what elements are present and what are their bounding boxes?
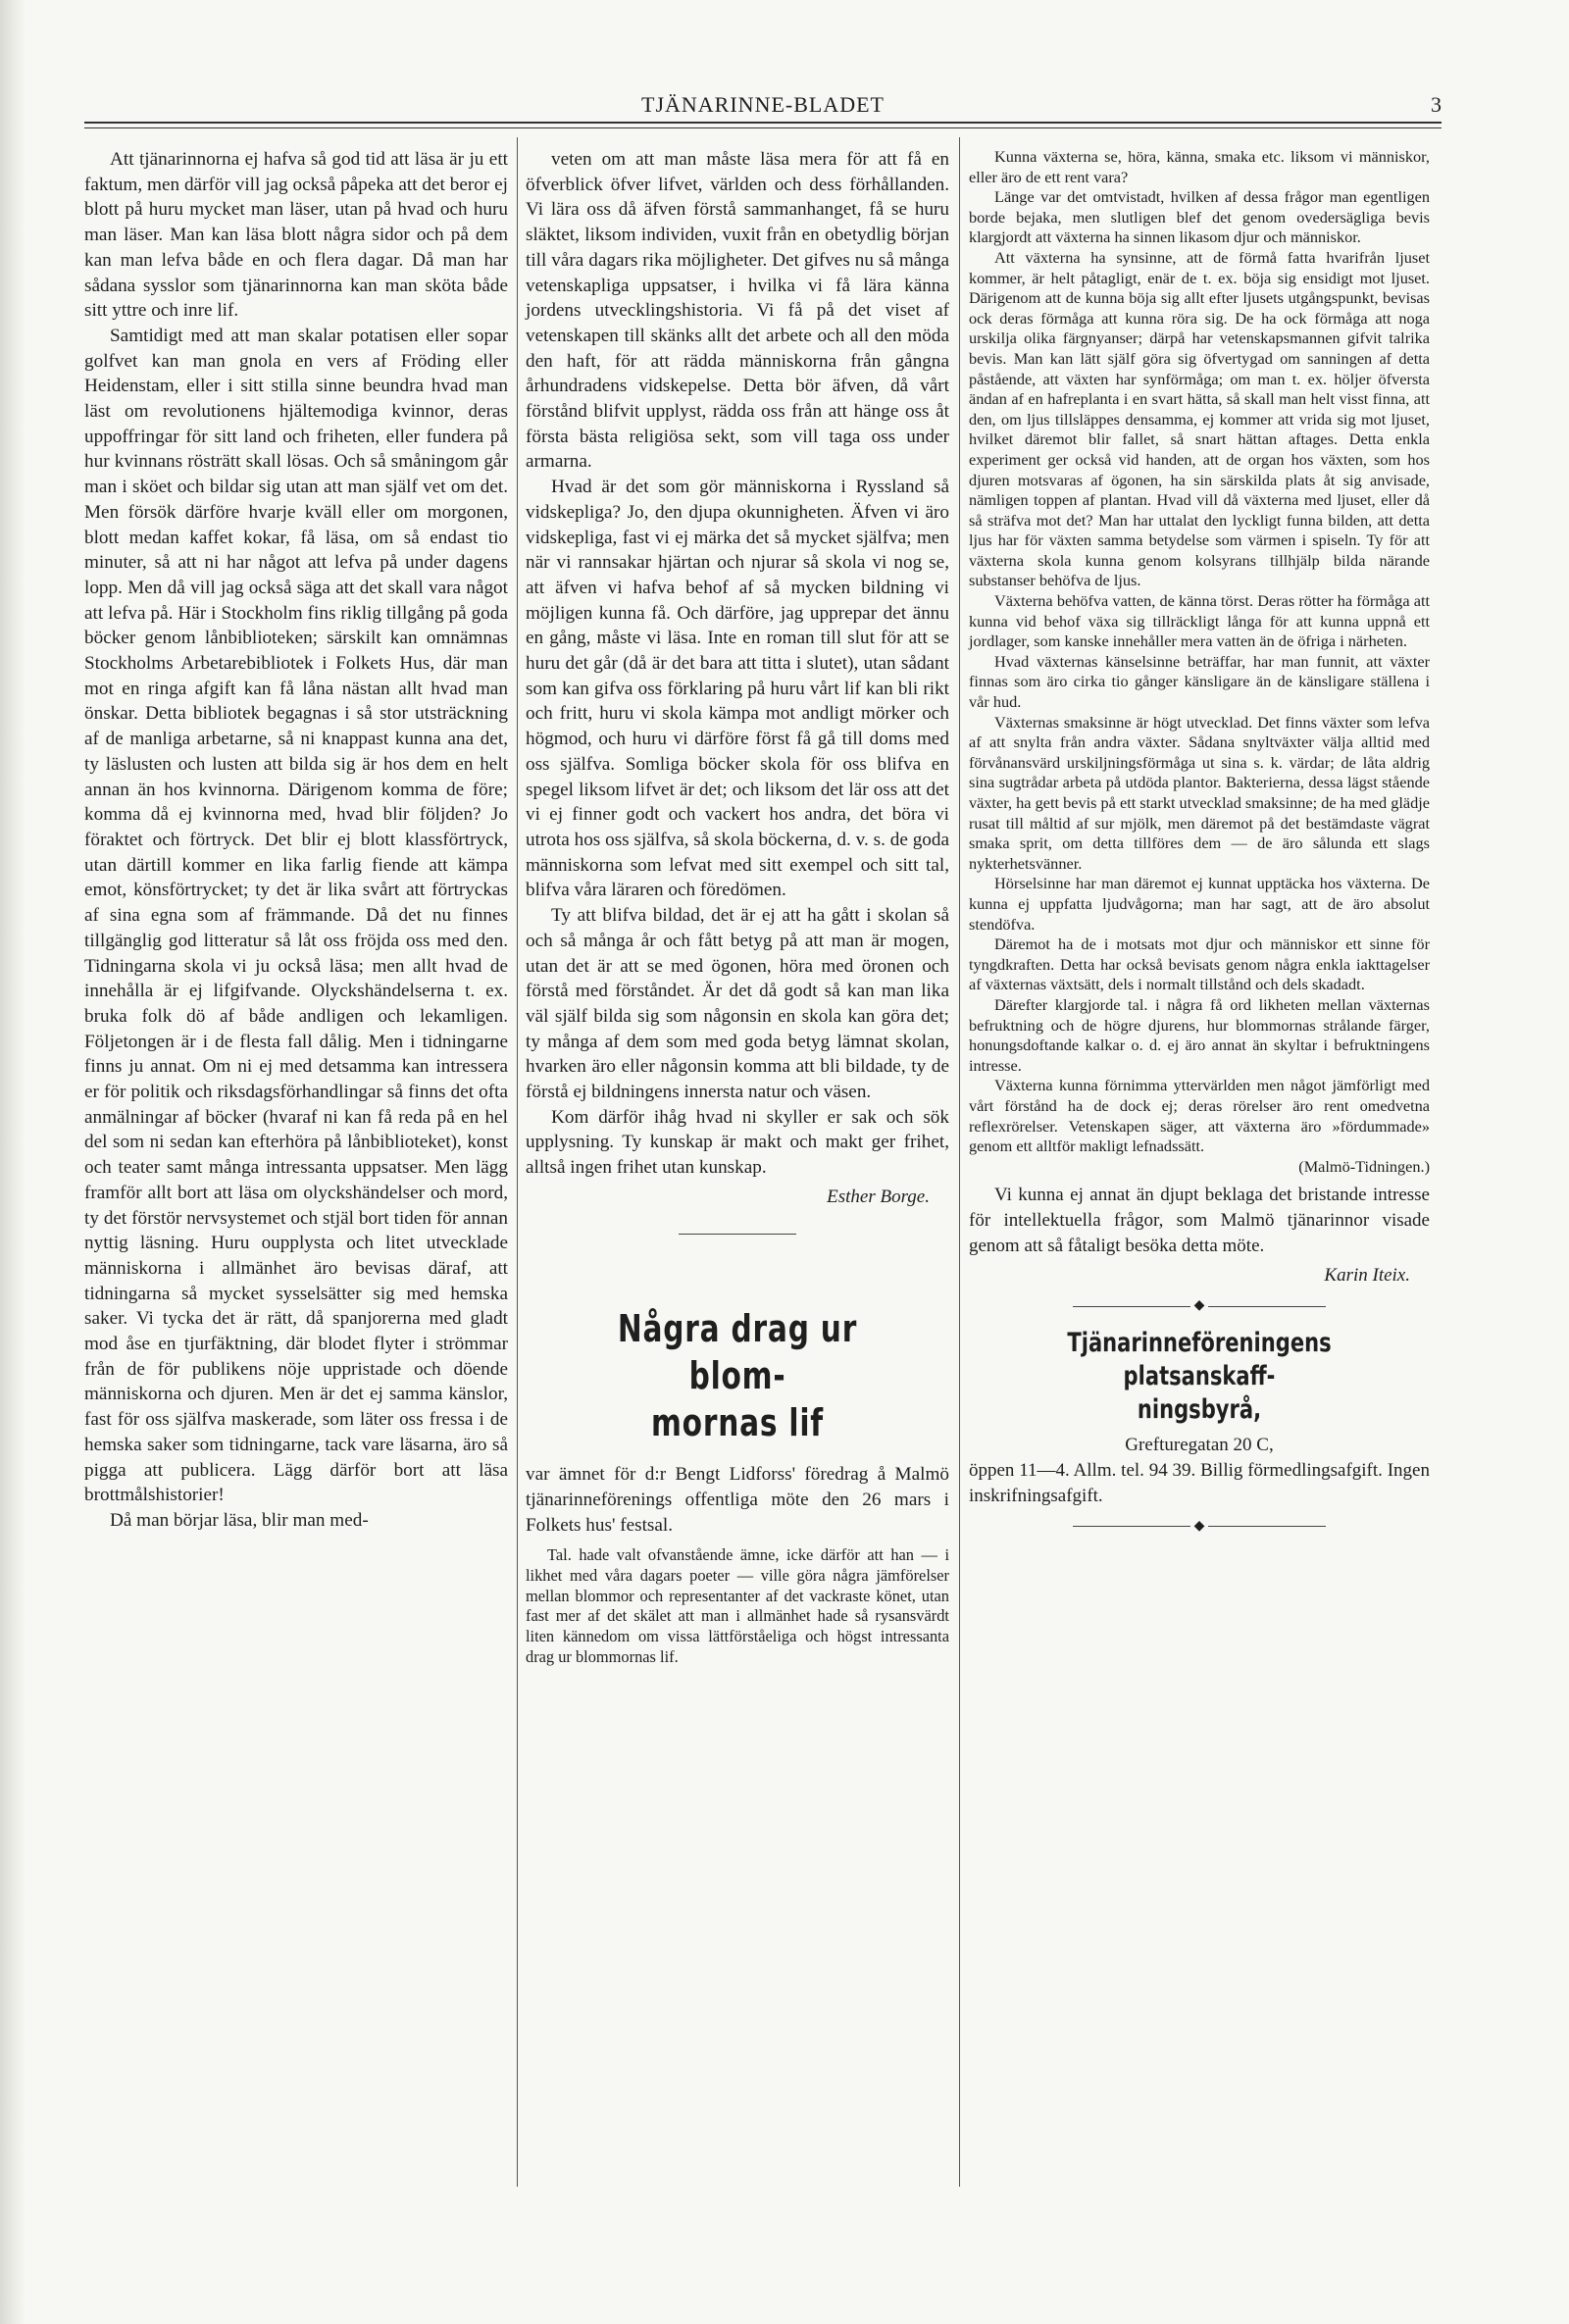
paragraph: Hörselsinne har man däremot ej kunnat upptäcka hos växterna. De kunna ej uppfatta ljudvågorna; man har sagt, att de äro absolut stendöfva. (969, 874, 1430, 934)
paragraph: Kom därför ihåg hvad ni skyller er sak och sök upplysning. Ty kunskap är makt och makt ger frihet, alltså ingen frihet utan kunskap. (526, 1106, 949, 1179)
article-headline (526, 1305, 949, 1446)
header-rule-thin (84, 127, 1442, 128)
page-binding-shadow (0, 0, 25, 2324)
paragraph: Kunna växterna se, höra, känna, smaka etc. liksom vi människor, eller äro de ett rent vara? (969, 147, 1430, 186)
paragraph: Växterna behöfva vatten, de känna törst. Deras rötter ha förmåga att kunna vid behof växa sig tillräckligt långa för att kunna uppnå ett jordlager, som kanske innehåller mera vatten än de öfriga i närheten. (969, 591, 1430, 651)
closing-note (969, 1183, 1430, 1288)
headline-line-2: mornas lif (651, 1401, 824, 1445)
running-header (84, 90, 1442, 120)
ad-address: Grefturegatan 20 C, (1125, 1434, 1274, 1455)
paragraph: Då man börjar läsa, blir man med- (110, 1509, 369, 1531)
paragraph: Därefter klargjorde tal. i några få ord likheten mellan växternas befruktning och de högre djurens, hur blommornas strålande färger, honungsdoftande kalkar o. d. ej äro annat än skyltar i befruktningens intresse. (969, 994, 1430, 1075)
article-lead: var ämnet för d:r Bengt Lidforss' föredrag å Malmö tjänarinneförenings offentliga möte den 26 mars i Folkets hus' festsal. (526, 1464, 949, 1536)
article-column-3 (969, 147, 1430, 1546)
paragraph: Samtidigt med att man skalar potatisen eller sopar golfvet kan man gnola en vers af Fröding eller Heidenstam, eller i sitt stilla sinne beundra hvad man läst om revolutionens hjältemodiga kvinnor, deras uppoffringar för sitt land och friheten, eller fundera på hur kvinnans rösträtt skall lösas. Och så småningom går man i sköet och bildar sig utan att man själf vet om det. Men försök därföre hvarje kväll eller om morgonen, blott medan kaffet kokar, få läsa, om så endast tio minuter, så att ni har något att lefva på under dagens lopp. Men då vill jag också säga att det skall vara något att lefva på. Här i Stockholm fins riklig tillgång på goda böcker genom lånbiblioteken; särskilt kan omnämnas Stockholms Arbetarebibliotek i Folkets Hus, där man mot en ringa afgift kan få låna nästan allt hvad man önskar. Detta bibliotek begagnas i så stor utsträckning af de manliga arbetarne, så ni knappast kunna ana det, ty läslusten och lusten att bilda sig är hos dem en helt annan än hos kvinnorna. Därigenom komma de före; komma då ej kvinnorna med, hvad blir följden? Jo föraktet och förtryck. Det blir ej blott klassförtryck, utan därtill kommer en lika farlig fiende att kämpa emot, könsförtrycket; ty det är lika svårt att förtryckas af sina egna som af främmande. Då det nu finnes tillgänglig god litteratur så låt oss fröjda oss med den. Tidningarna skola vi ju också läsa; men allt hvad de innehålla är ej lifgifvande. Olyckshändelserna t. ex. bruka folk dö af både andligen och lekamligen. Följetongen är i de flesta fall dålig. Men i tidningarne finns ju annat. Om ni ej med detsamma kan intressera er för politik och riksdagsförhandlingar så finns det ofta anmälningar af böcker (hvaraf ni kan få reda på en hel del som ni sedan kan efterhöra på lånbiblioteket), konst och teater samt många intressanta uppsatser. Men lägg framför allt bort att läsa om olyckshändelser och mord, ty det förstör nervsystemet och stjäl bort tiden för annan nyttig läsning. Huru oupplysta och litet utvecklade människorna i allmänhet äro bevisas däraf, att tidningarna så mycket sysselsätter sig med hemska saker. Vi tycka det är rätt, då spanjorerna med gladt mod åse en tjurfäktning, där blodet flyter i strömmar från de för publikens nöje uppristade och döende människorna och djuren. Men är det ej samma känslor, fast för oss själfva maskerade, som läter oss fressa i de hemska saker som tidningarne, tack vare läsarna, äro så pigga att publicera. Lägg därför bort att läsa brottmålshistorier! (84, 325, 508, 1506)
advertisement (969, 1327, 1430, 1509)
page-number: 3 (1431, 92, 1442, 117)
article-intro (526, 1545, 949, 1667)
ad-text: öppen 11—4. Allm. tel. 94 39. Billig förmedlingsafgift. Ingen inskrifningsafgift. (969, 1459, 1430, 1506)
newspaper-title: TJÄNARINNE-BLADET (641, 92, 885, 117)
column-divider-2 (959, 137, 960, 2187)
section-divider: ◆ (969, 1296, 1430, 1317)
section-divider (526, 1222, 949, 1247)
paragraph: Att växterna ha synsinne, att de förmå fatta hvarifrån ljuset kommer, är helt påtagligt, enär de t. ex. böja sig ensidigt mot ljuset. Därigenom att de kunna böja sig allt efter ljusets utgångspunkt, bevisas ock deras förmåga att kunna röra sig. De ha ock förmåga att noga urskilja olika färgnyanser; därpå har vetenskapsmannen gifvit talrika bevis. Man kan lätt själf göra sig öfvertygad om sanningen af detta påstående, att växten har synförmåga; om man t. ex. höljer öfversta ändan af en hafreplanta i en svart hätta, så skall man helt visst finna, att den, om ljus tillsläppes densamma, ej kommer att vrida sig mot ljuset, hvilket däremot blir fallet, så snart hättan aftages. Detta enkla experiment ger också vid handen, att de organ hos växten, som hos djuren motsvaras af ögonen, ha sin särskilda plats åt sig anvisade, nämligen toppen af plantan. Hvad vill då växterna med ljuset, eller då så sträfva mot det? Man har uttalat den lyckligt funna bilden, att detta ljus har för växten samma betydelse som värmen i spiseln. Ty för att växterna skola kunna genom kolsyrans tillhjälp bilda närande substanser behöfva de ljus. (969, 247, 1430, 590)
paragraph: veten om att man måste läsa mera för att få en öfverblick öfver lifvet, världen och dess förhållanden. Vi lära oss då äfven förstå sammanhanget, få se huru släktet, liksom individen, vuxit från en obetydlig början till våra dagars rika möjligheter. Det gifves nu så många vetenskapliga uppsatser, i hvilka vi få lära känna jordens utvecklingshistoria. Vi få på det viset af vetenskapen till skänks allt det arbete och all den möda den haft, för att rädda människorna från gångna århundradens vidskepelse. Detta bör äfven, då vårt förstånd blifvit upplyst, rädda oss från att hänge oss åt första bästa religiösa sekt, som vill taga oss under armarna. (526, 149, 949, 473)
author-signature: Esther Borge. (827, 1186, 930, 1207)
article-column-1 (84, 147, 508, 1534)
paragraph: Däremot ha de i motsats mot djur och människor ett sinne för tyngdkraften. Detta har också bevisats genom några enkla iakttagelser af växternas växtsätt, dels i normalt tillstånd och dels skadadt. (969, 935, 1430, 994)
paragraph: Länge var det omtvistadt, hvilken af dessa frågor man egentligen borde bejaka, men slutligen blef det genom ovedersägliga bevis klargjordt att växterna ha sinnen likasom djur och människor. (969, 187, 1430, 247)
paragraph: Tal. hade valt ofvanstående ämne, icke därför att han — i likhet med våra dagars poeter — ville göra några jämförelser mellan blommor och representanter af det vackraste könet, utan fast mer af det skälet att man i allmänhet hade så rysansvärdt liten kännedom om vissa lättförståeliga och högst intressanta drag ur blommornas lif. (526, 1545, 949, 1666)
ad-title-line-1: Tjänarinneföreningens platsanskaff- (1067, 1327, 1332, 1391)
author-signature: Karin Iteix. (1324, 1265, 1410, 1287)
paragraph: Hvad växternas känselsinne beträffar, har man funnit, att växter finnas som äro cirka tio gånger känsligare än de känsligare ställena i vår hud. (969, 651, 1430, 712)
paragraph: Hvad är det som gör människorna i Ryssland så vidskepliga? Jo, den djupa okunnigheten. Äfven vi äro vidskepliga, fast vi ej märka det så mycket själfva; men när vi rannsakar hjärtan och njurar så skola vi nog se, att äfven vi hafva behof af så mycken bildning vi möjligen kunna få. Och därföre, jag upprepar det ännu en gång, måste vi läsa. Inte en roman till slut för att se huru det går (då är det bara att titta i slutet), utan sådant som kan gifva oss förklaring på huru vårt lif kan bli rikt och fritt, huru vi skola kämpa mot andligt mörker och högmod, och huru vi därföre först få gå till doms med oss själfva. Somliga böcker skola för oss blifva en spegel liksom lifvet är det; och liksom det lär oss att det vi ej finner godt och vackert hos andra, det böra vi utrota hos oss själfva, så skola böckerna, d. v. s. de goda människorna som lefvat med sitt exempel och sitt tal, blifva våra läraren och föredömen. (526, 477, 949, 901)
paragraph: Att tjänarinnorna ej hafva så god tid att läsa är ju ett faktum, men därför vill jag också påpeka att det beror ej blott på huru mycket man läser, utan på hvad och huru man läser. Man kan läsa blott några sidor och på dem kan man lefva både en och flera dagar. Då man har sådana sysslor som tjänarinnorna kan man sköta både sitt yttre och inre lif. (84, 149, 508, 322)
headline-line-1: Några drag ur blom- (617, 1307, 858, 1398)
article-column-2 (526, 147, 949, 1668)
column-divider-1 (517, 137, 518, 2187)
source-credit: (Malmö-Tidningen.) (1298, 1156, 1430, 1176)
ad-title-line-2: ningsbyrå, (1137, 1393, 1262, 1425)
paragraph: Växternas smaksinne är högt utvecklad. Det finns växter som lefva af att snylta från andra växter. Sådana snyltväxter välja alltid med förvånansvärd urskiljningsförmåga ut sina s. k. värdar; de låta aldrig sina sugtrådar arbeta på utdöda plantor. Bakterierna, dessa lägst stående växter, ha gett bevis på ett starkt utvecklad smaksinne; de ha med glädje rusat till måltid af sur mjölk, men däremot på det bestämdaste vägrat smaka sprit, om detta tillföres dem — de äro sålunda ett slags nykterhetsvänner. (969, 712, 1430, 873)
paragraph: Ty att blifva bildad, det är ej att ha gått i skolan så och så många år och fått betyg på att man är mogen, utan det är att se med ögonen, höra med öronen och förstå med förståndet. Är det då godt så kan man lika väl själf bilda sig som någonsin en skola kan göra det; ty många af dem som med goda betyg lämnat skolan, hvarken äro eller någonsin komma att bli bildade, ty de förstå ej bildningens innersta natur och väsen. (526, 905, 949, 1103)
paragraph: Växterna kunna förnimma yttervärlden men något jämförligt med vårt förstånd ha de dock ej; deras rörelser äro rent omedvetna reflexrörelser. Vetenskapen säger, att växterna äro »fördummade» genom ett alltför makligt lefnadssätt. (969, 1076, 1430, 1156)
section-divider: ◆ (969, 1517, 1430, 1538)
paragraph: Vi kunna ej annat än djupt beklaga det bristande intresse för intellektuella frågor, som Malmö tjänarinnor visade genom att så fåtaligt besöka detta möte. (969, 1185, 1430, 1257)
header-rule (84, 122, 1442, 124)
